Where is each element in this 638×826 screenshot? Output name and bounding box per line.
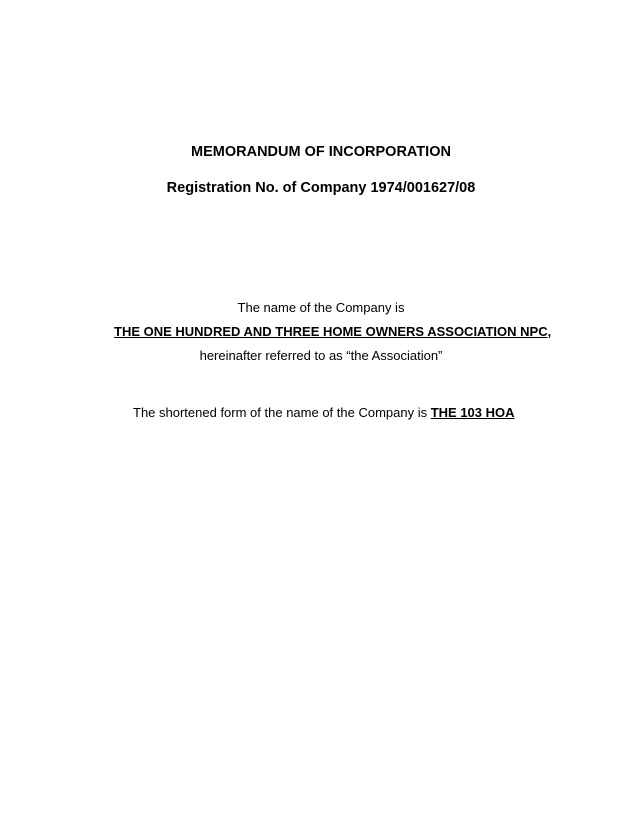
registration-number: Registration No. of Company 1974/001627/08 bbox=[166, 180, 476, 196]
shortened-name: THE 103 HOA bbox=[430, 405, 515, 420]
company-name bbox=[0, 325, 638, 338]
company-name-text: THE ONE HUNDRED AND THREE HOME OWNERS ASSOCIATION NPC, bbox=[114, 324, 552, 339]
shortened-name-paragraph bbox=[0, 406, 638, 419]
company-name-intro: The name of the Company is bbox=[237, 300, 405, 315]
document-title: MEMORANDUM OF INCORPORATION bbox=[191, 144, 451, 160]
hereinafter-clause: hereinafter referred to as “the Association” bbox=[199, 348, 443, 363]
shortened-name-intro: The shortened form of the name of the Company is bbox=[133, 405, 431, 420]
